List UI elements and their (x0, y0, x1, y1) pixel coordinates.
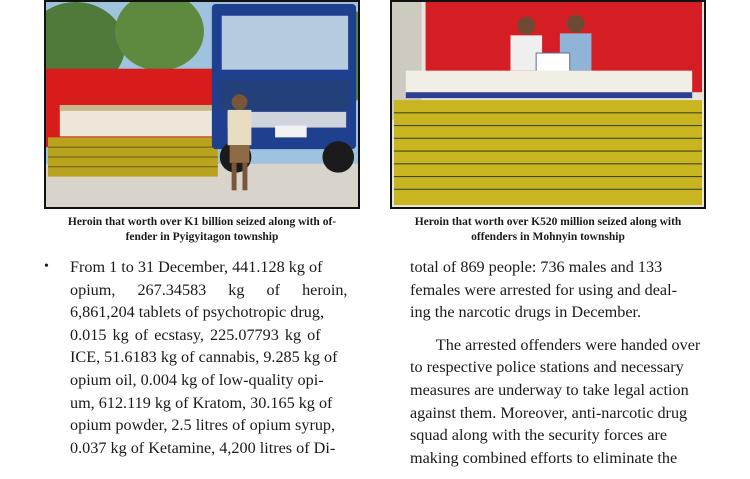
text-line: making combined efforts to eliminate the (410, 448, 678, 467)
caption-line: offenders in Mohnyin township (471, 231, 625, 243)
photo-mohnyin-seizure (390, 0, 706, 209)
photo-truck-seizure (44, 0, 360, 209)
text-line: The arrested offenders were handed over (435, 335, 701, 354)
text-line: 6,861,204 tablets of psychotropic drug, (70, 303, 325, 322)
text-line: measures are underway to take legal action (410, 380, 689, 399)
caption-line: Heroin that worth over K520 million seized along with (414, 216, 682, 228)
text-line: against them. Moreover, anti-narcotic drug (410, 403, 688, 422)
text-line: 0.015 kg of ecstasy, 225.07793 kg of (70, 325, 321, 344)
caption-mohnyin-seizure (390, 215, 706, 245)
text-line: ing the narcotic drugs in December. (410, 303, 642, 322)
text-line: um, 612.119 kg of Kratom, 30.165 kg of (70, 393, 333, 412)
bullet-marker: • (44, 259, 49, 274)
paragraph-legal-action (410, 334, 702, 470)
text-line: to respective police stations and necessary (410, 358, 684, 377)
photo-truck-seizure-image (46, 2, 358, 207)
text-line: opium oil, 0.004 kg of low-quality opi- (70, 370, 324, 389)
article-column-right (410, 256, 702, 479)
text-line: 0.037 kg of Ketamine, 4,200 litres of Di- (70, 438, 336, 457)
caption-line: fender in Pyigyitagon township (125, 231, 279, 243)
paragraph-arrests (410, 256, 702, 324)
caption-truck-seizure (44, 215, 360, 245)
text-line: opium, 267.34583 kg of heroin, (70, 280, 348, 299)
text-line: ICE, 51.6183 kg of cannabis, 9.285 kg of (70, 348, 338, 367)
bullet-paragraph (44, 256, 364, 459)
text-line: opium powder, 2.5 litres of opium syrup, (70, 416, 336, 435)
text-line: squad along with the security forces are (410, 426, 668, 445)
photo-mohnyin-seizure-image (392, 2, 704, 207)
article-column-left (44, 256, 364, 459)
text-line: From 1 to 31 December, 441.128 kg of (70, 258, 323, 276)
bullet-text (70, 256, 364, 459)
caption-line: Heroin that worth over K1 billion seized along with of- (67, 216, 337, 228)
text-line: females were arrested for using and deal- (410, 280, 677, 299)
text-line: total of 869 people: 736 males and 133 (410, 258, 663, 276)
